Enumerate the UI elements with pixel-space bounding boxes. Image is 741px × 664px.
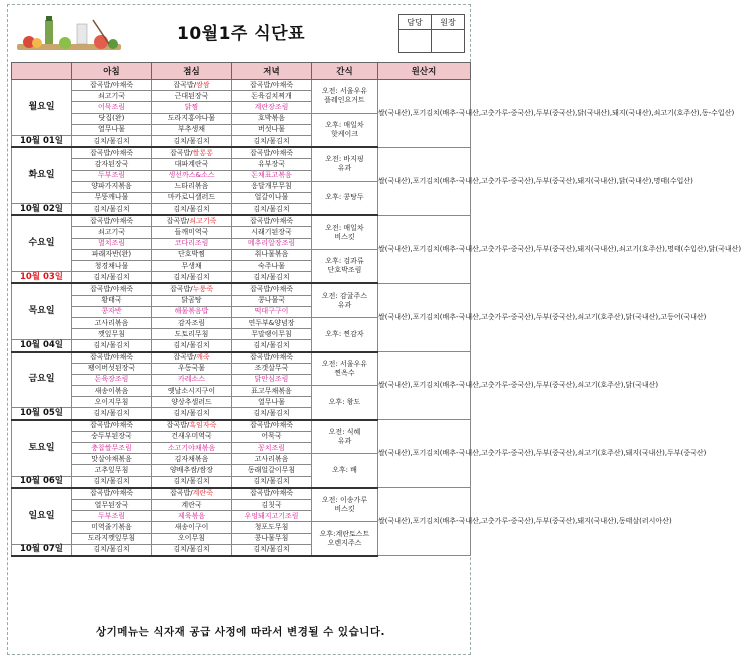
snack-morning: 오전: 감귤주스 유과 (312, 283, 378, 317)
breakfast-item: 김치/물김치 (72, 340, 152, 352)
day-name: 금요일 (12, 352, 72, 408)
dinner-item: 열무나물 (232, 397, 312, 408)
menu-table (11, 62, 741, 557)
lunch-item: 오이무침 (152, 533, 232, 544)
meal-porridge: 쌀롱롱 (192, 148, 213, 157)
header (11, 8, 470, 58)
day-date: 10월 03일 (12, 272, 72, 284)
dinner-item: 조갯살무국 (232, 363, 312, 374)
breakfast-item: 잡곡밥/야채죽 (72, 283, 152, 295)
day-name: 일요일 (12, 488, 72, 544)
breakfast-item: 깻잎무침 (72, 329, 152, 340)
snack-afternoon: 오후: 콩탕두 (312, 181, 378, 215)
snack-morning: 오전: 식혜 유과 (312, 420, 378, 454)
lunch-item: 카레소스 (152, 374, 232, 385)
dinner-item: 메추리알장조림 (232, 238, 312, 249)
day-date: 10월 05일 (12, 408, 72, 420)
lunch-item (152, 420, 232, 432)
lunch-item: 김치/물김치 (152, 340, 232, 352)
breakfast-item: 김치/물김치 (72, 135, 152, 147)
page-title: 10월1주 식단표 (176, 24, 305, 44)
menu-row (12, 488, 471, 500)
dinner-item: 김치/물김치 (232, 272, 312, 284)
breakfast-item: 잡곡밥/야채죽 (72, 215, 152, 227)
lunch-item: 김치/물김치 (152, 135, 232, 147)
breakfast-item: 김치/물김치 (72, 544, 152, 556)
meal-base: 잡곡밥/ (170, 148, 193, 157)
breakfast-item: 두부조림 (72, 170, 152, 181)
lunch-item: 김치/물김치 (152, 476, 232, 488)
breakfast-item: 청경채나물 (72, 261, 152, 272)
dinner-item: 잡곡밥/야채죽 (232, 215, 312, 227)
meal-porridge: 흑임자죽 (189, 421, 217, 430)
lunch-item: 건새우미역국 (152, 431, 232, 442)
breakfast-item: 숭두부된장국 (72, 431, 152, 442)
header-origin: 원산지 (378, 63, 471, 80)
lunch-item: 우동국물 (152, 363, 232, 374)
lunch-item: 김치/물김치 (152, 204, 232, 216)
dinner-item: 잡곡밥/야채죽 (232, 420, 312, 432)
dinner-item: 김칫국 (232, 499, 312, 510)
day-name: 화요일 (12, 147, 72, 203)
dinner-item: 시래기된장국 (232, 227, 312, 238)
breakfast-item: 잡곡밥/야채죽 (72, 147, 152, 159)
breakfast-item: 김치/물김치 (72, 272, 152, 284)
dinner-item: 고사리볶음 (232, 454, 312, 465)
breakfast-item: 감자된장국 (72, 159, 152, 170)
lunch-item (152, 283, 232, 295)
meal-base: 잡곡밥/ (166, 216, 190, 225)
header-snack: 간식 (312, 63, 378, 80)
approval-sign-charge[interactable] (399, 30, 432, 53)
breakfast-item: 닷집(완) (72, 113, 152, 124)
dinner-item: 콩나물국 (232, 295, 312, 306)
dinner-item: 김치/물김치 (232, 204, 312, 216)
lunch-item: 느타리볶음 (152, 181, 232, 192)
approval-sign-director[interactable] (432, 30, 465, 53)
breakfast-item: 고추잎무침 (72, 465, 152, 476)
breakfast-item: 쇠고기국 (72, 227, 152, 238)
day-date: 10월 02일 (12, 204, 72, 216)
dinner-item: 돈육김치찌개 (232, 91, 312, 102)
day-name: 목요일 (12, 283, 72, 339)
lunch-item: 코다리조림 (152, 238, 232, 249)
dinner-item: 숙주나물 (232, 261, 312, 272)
day-date: 10월 06일 (12, 476, 72, 488)
meal-base: 잡곡밥/ (173, 353, 197, 362)
dinner-item: 닭안심조림 (232, 374, 312, 385)
breakfast-item: 무뚱깨나물 (72, 192, 152, 203)
dinner-item: 김치/물김치 (232, 340, 312, 352)
snack-morning: 오전: 서울우유 플레인요거트 (312, 80, 378, 114)
breakfast-item: 김치/물김치 (72, 408, 152, 420)
dinner-item: 어묵국 (232, 431, 312, 442)
meal-porridge: 쇠고기죽 (189, 216, 217, 225)
breakfast-item: 김치/물김치 (72, 204, 152, 216)
breakfast-item: 잡곡밥/야채죽 (72, 488, 152, 500)
breakfast-item: 고사리볶음 (72, 317, 152, 328)
breakfast-item: 맛살야채볶음 (72, 454, 152, 465)
snack-afternoon: 오후: 찐감자 (312, 317, 378, 351)
lunch-item: 김자채볶음 (152, 454, 232, 465)
lunch-item (152, 80, 232, 91)
lunch-item: 옛날소시지구이 (152, 386, 232, 397)
menu-row (12, 215, 471, 227)
lunch-item: 김치/물김치 (152, 408, 232, 420)
dinner-item: 김치/물김치 (232, 135, 312, 147)
breakfast-item: 황태국 (72, 295, 152, 306)
snack-morning: 오전: 이송가루 비스킷 (312, 488, 378, 522)
meal-porridge: 계란죽 (192, 489, 213, 498)
lunch-item: 제육볶음 (152, 511, 232, 522)
snack-morning: 오전: 서울우유 찐옥수 (312, 352, 378, 386)
menu-row (12, 420, 471, 432)
breakfast-item: 돈육장조림 (72, 374, 152, 385)
dinner-item: 잡곡밥/야채죽 (232, 147, 312, 159)
lunch-item: 해물볶음밥 (152, 306, 232, 317)
dinner-item: 동래얼갈이무침 (232, 465, 312, 476)
breakfast-item: 멸치조림 (72, 238, 152, 249)
breakfast-item: 오이지무침 (72, 397, 152, 408)
snack-afternoon: 오후: 매일차 핫케이크 (312, 113, 378, 147)
meal-base: 잡곡밥/ (170, 284, 193, 293)
breakfast-item: 열무된장국 (72, 499, 152, 510)
menu-row (12, 352, 471, 364)
breakfast-item: 팽이버섯된장국 (72, 363, 152, 374)
meal-base: 잡곡밥/ (173, 80, 197, 89)
meal-porridge: 누룽죽 (192, 284, 213, 293)
approval-label-charge: 담당 (399, 15, 432, 30)
lunch-item: 마카로니샐러드 (152, 192, 232, 203)
dinner-item: 김치/물김치 (232, 544, 312, 556)
dinner-item: 꽁치조림 (232, 443, 312, 454)
lunch-item: 양상추샐러드 (152, 397, 232, 408)
lunch-item: 부추생채 (152, 124, 232, 135)
dinner-item: 무말랭이무침 (232, 329, 312, 340)
lunch-item: 근대된장국 (152, 91, 232, 102)
dinner-item: 우엉돼지고기조림 (232, 511, 312, 522)
dinner-item: 청포도무침 (232, 522, 312, 533)
dinner-item: 호박볶음 (232, 113, 312, 124)
breakfast-item: 잡곡밥/야채죽 (72, 80, 152, 91)
breakfast-item: 도라지깻잎무침 (72, 533, 152, 544)
dinner-item: 김치/물김치 (232, 408, 312, 420)
lunch-item (152, 147, 232, 159)
dinner-item: 얼갈이나물 (232, 192, 312, 203)
snack-afternoon: 오후: 배 (312, 454, 378, 488)
header-row (12, 63, 471, 80)
approval-box (398, 14, 465, 53)
header-lunch: 점심 (152, 63, 232, 80)
lunch-item: 계란국 (152, 499, 232, 510)
day-name: 월요일 (12, 80, 72, 136)
snack-morning: 오전: 매일차 비스킷 (312, 215, 378, 249)
menu-body (12, 80, 741, 556)
dinner-item: 잡곡밥/야채죽 (232, 352, 312, 364)
origin-info: 쌀(국내산),포기김치(배추-국내산,고춧가루-중국산),두부(중국산),쇠고기(호주산),닭(국내산) (378, 352, 471, 420)
dinner-item: 잡곡밥/야채죽 (232, 80, 312, 91)
breakfast-item: 어묵조림 (72, 102, 152, 113)
dinner-item: 콩나물무침 (232, 533, 312, 544)
dinner-item: 김치/물김치 (232, 476, 312, 488)
lunch-item (152, 352, 232, 364)
breakfast-item: 쇠고기국 (72, 91, 152, 102)
lunch-item: 도토리무침 (152, 329, 232, 340)
header-breakfast: 아침 (72, 63, 152, 80)
lunch-item: 생선까스&소스 (152, 170, 232, 181)
breakfast-item: 잡곡밥/야채죽 (72, 352, 152, 364)
dinner-item: 연두부&양념장 (232, 317, 312, 328)
lunch-item: 대파계란국 (152, 159, 232, 170)
meal-porridge: 쌈쌈 (196, 80, 210, 89)
snack-afternoon: 오후: 왕도 (312, 386, 378, 420)
lunch-item: 소고기야채볶음 (152, 443, 232, 454)
menu-row (12, 147, 471, 159)
header-dinner: 저녁 (232, 63, 312, 80)
meal-porridge: 깨죽 (196, 353, 210, 362)
breakfast-item: 두부조림 (72, 511, 152, 522)
day-date: 10월 04일 (12, 340, 72, 352)
dinner-item: 유부장국 (232, 159, 312, 170)
snack-afternoon: 오후: 검과류 단호박조림 (312, 249, 378, 283)
dinner-item: 잡곡밥/야채죽 (232, 488, 312, 500)
lunch-item: 들깨미역국 (152, 227, 232, 238)
dinner-item: 응달개무무침 (232, 181, 312, 192)
footer-notice: 상기메뉴는 식자재 공급 사정에 따라서 변경될 수 있습니다. (95, 626, 385, 638)
breakfast-item: 열무나물 (72, 124, 152, 135)
dinner-item: 돈채표고볶음 (232, 170, 312, 181)
origin-info: 쌀(국내산),포기김치(배추-국내산,고춧가루-중국산),두부(중국산),닭(국내산),돼지(국내산),쇠고기(호주산),동-수입산) (378, 80, 471, 148)
lunch-item: 단호박찜 (152, 249, 232, 260)
lunch-item: 양배추쌈/쌈장 (152, 465, 232, 476)
meal-base: 잡곡밥/ (166, 421, 190, 430)
day-name: 수요일 (12, 215, 72, 271)
snack-afternoon: 오후:계란토스트 오렌지주스 (312, 522, 378, 556)
header-day (12, 63, 72, 80)
origin-info: 쌀(국내산),포기김치(배추-국내산,고춧가루-중국산),두부(중국산),돼지(국내산),쇠고기(호주산),명태(수입산),닭(국내산) (378, 215, 471, 283)
approval-label-director: 원장 (432, 15, 465, 30)
breakfast-item: 미역줄기볶음 (72, 522, 152, 533)
lunch-item (152, 215, 232, 227)
dinner-item: 버섯나물 (232, 124, 312, 135)
menu-row (12, 283, 471, 295)
breakfast-item: 김치/물김치 (72, 476, 152, 488)
food-decoration-image (15, 14, 125, 56)
dinner-item: 취나물볶음 (232, 249, 312, 260)
lunch-item: 도라지홍야나물 (152, 113, 232, 124)
origin-info: 쌀(국내산),포기김치(배추-국내산,고춧가루-중국산),두부(중국산),쇠고기(호주산),닭(국내산),고등어(국내산) (378, 283, 471, 351)
breakfast-item: 콩자반 (72, 306, 152, 317)
day-date: 10월 07일 (12, 544, 72, 556)
dinner-item: 잡곡밥/야채죽 (232, 283, 312, 295)
lunch-item: 무생채 (152, 261, 232, 272)
day-name: 토요일 (12, 420, 72, 476)
lunch-item: 닭찜 (152, 102, 232, 113)
dinner-item: 표고무채볶음 (232, 386, 312, 397)
lunch-item: 닭곰탕 (152, 295, 232, 306)
menu-row (12, 80, 471, 91)
lunch-item: 새송이구이 (152, 522, 232, 533)
lunch-item (152, 488, 232, 500)
breakfast-item: 잡곡밥/야채죽 (72, 420, 152, 432)
lunch-item: 김치/물김치 (152, 544, 232, 556)
origin-info: 쌀(국내산),포기김치(배추-국내산,고춧가루-중국산),두부(중국산),쇠고기(호주산),돼지(국내산),두부(중국산) (378, 420, 471, 488)
meal-base: 잡곡밥/ (170, 489, 193, 498)
origin-info: 쌀(국내산),포기김치(배추-국내산,고춧가루-중국산),두부(중국산),돼지(국내산),동태살(러시아산) (378, 488, 471, 556)
lunch-item: 김치/물김치 (152, 272, 232, 284)
day-date: 10월 01일 (12, 135, 72, 147)
breakfast-item: 양파가지볶음 (72, 181, 152, 192)
breakfast-item: 새송이볶음 (72, 386, 152, 397)
dinner-item: 계란장조림 (232, 102, 312, 113)
breakfast-item: 파래자반(완) (72, 249, 152, 260)
snack-morning: 오전: 바지핑 유과 (312, 147, 378, 181)
breakfast-item: 충찹쌀무조림 (72, 443, 152, 454)
origin-info: 쌀(국내산),포기김치(배추-국내산,고춧가루-중국산),두부(중국산),돼지(국내산),닭(국내산),명태(수입산) (378, 147, 471, 215)
lunch-item: 감자조림 (152, 317, 232, 328)
dinner-item: 떡대구구이 (232, 306, 312, 317)
